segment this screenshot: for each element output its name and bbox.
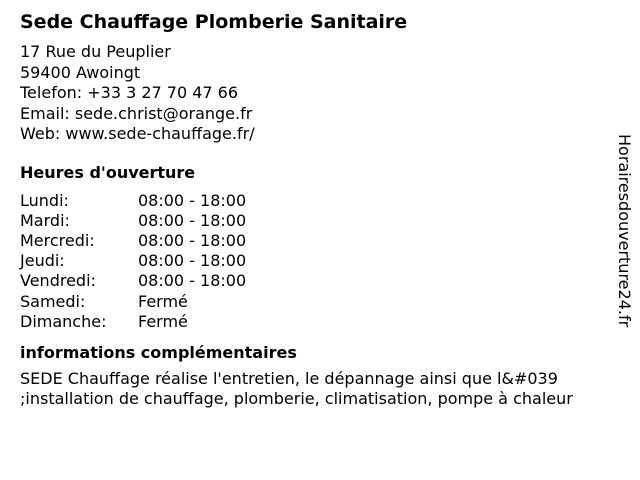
day-hours: 08:00 - 18:00 [138,251,247,271]
day-hours: 08:00 - 18:00 [138,230,247,250]
day-label: Jeudi: [20,251,65,271]
web-line: Web: www.sede-chauffage.fr/ [20,124,255,143]
day-label: Mercredi: [20,230,95,250]
street-address: 17 Rue du Peuplier [20,42,171,61]
hours-row-sunday [20,312,620,332]
hours-row-friday [20,271,620,291]
day-label: Samedi: [20,291,86,311]
hours-row-monday [20,191,620,211]
site-watermark: Horairesdouverture24.fr [615,134,634,328]
hours-table [20,191,620,332]
day-hours: 08:00 - 18:00 [138,190,247,210]
day-hours: Fermé [138,311,188,331]
hours-row-saturday [20,292,620,312]
email-line: Email: sede.christ@orange.fr [20,103,253,123]
day-hours: 08:00 - 18:00 [138,210,247,230]
description-line-2: ;installation de chauffage, plomberie, climatisation, pompe à chaleur [20,389,573,409]
description-line-1: SEDE Chauffage réalise l'entretien, le dépannage ainsi que l&#039 [20,368,558,388]
address-block [20,42,620,145]
city-address: 59400 Awoingt [20,62,141,82]
hours-title: Heures d'ouverture [20,162,196,182]
info-title: informations complémentaires [20,342,297,362]
day-label: Vendredi: [20,271,96,291]
day-hours: Fermé [138,291,188,311]
day-label: Mardi: [20,210,70,230]
hours-row-wednesday [20,231,620,251]
info-description [20,369,630,410]
phone-line: Telefon: +33 3 27 70 47 66 [20,83,239,102]
hours-row-thursday [20,251,620,271]
day-hours: 08:00 - 18:00 [138,271,247,291]
business-name: Sede Chauffage Plomberie Sanitaire [20,11,408,33]
day-label: Lundi: [20,190,69,210]
business-card [20,8,620,410]
day-label: Dimanche: [20,311,107,331]
hours-row-tuesday [20,211,620,231]
